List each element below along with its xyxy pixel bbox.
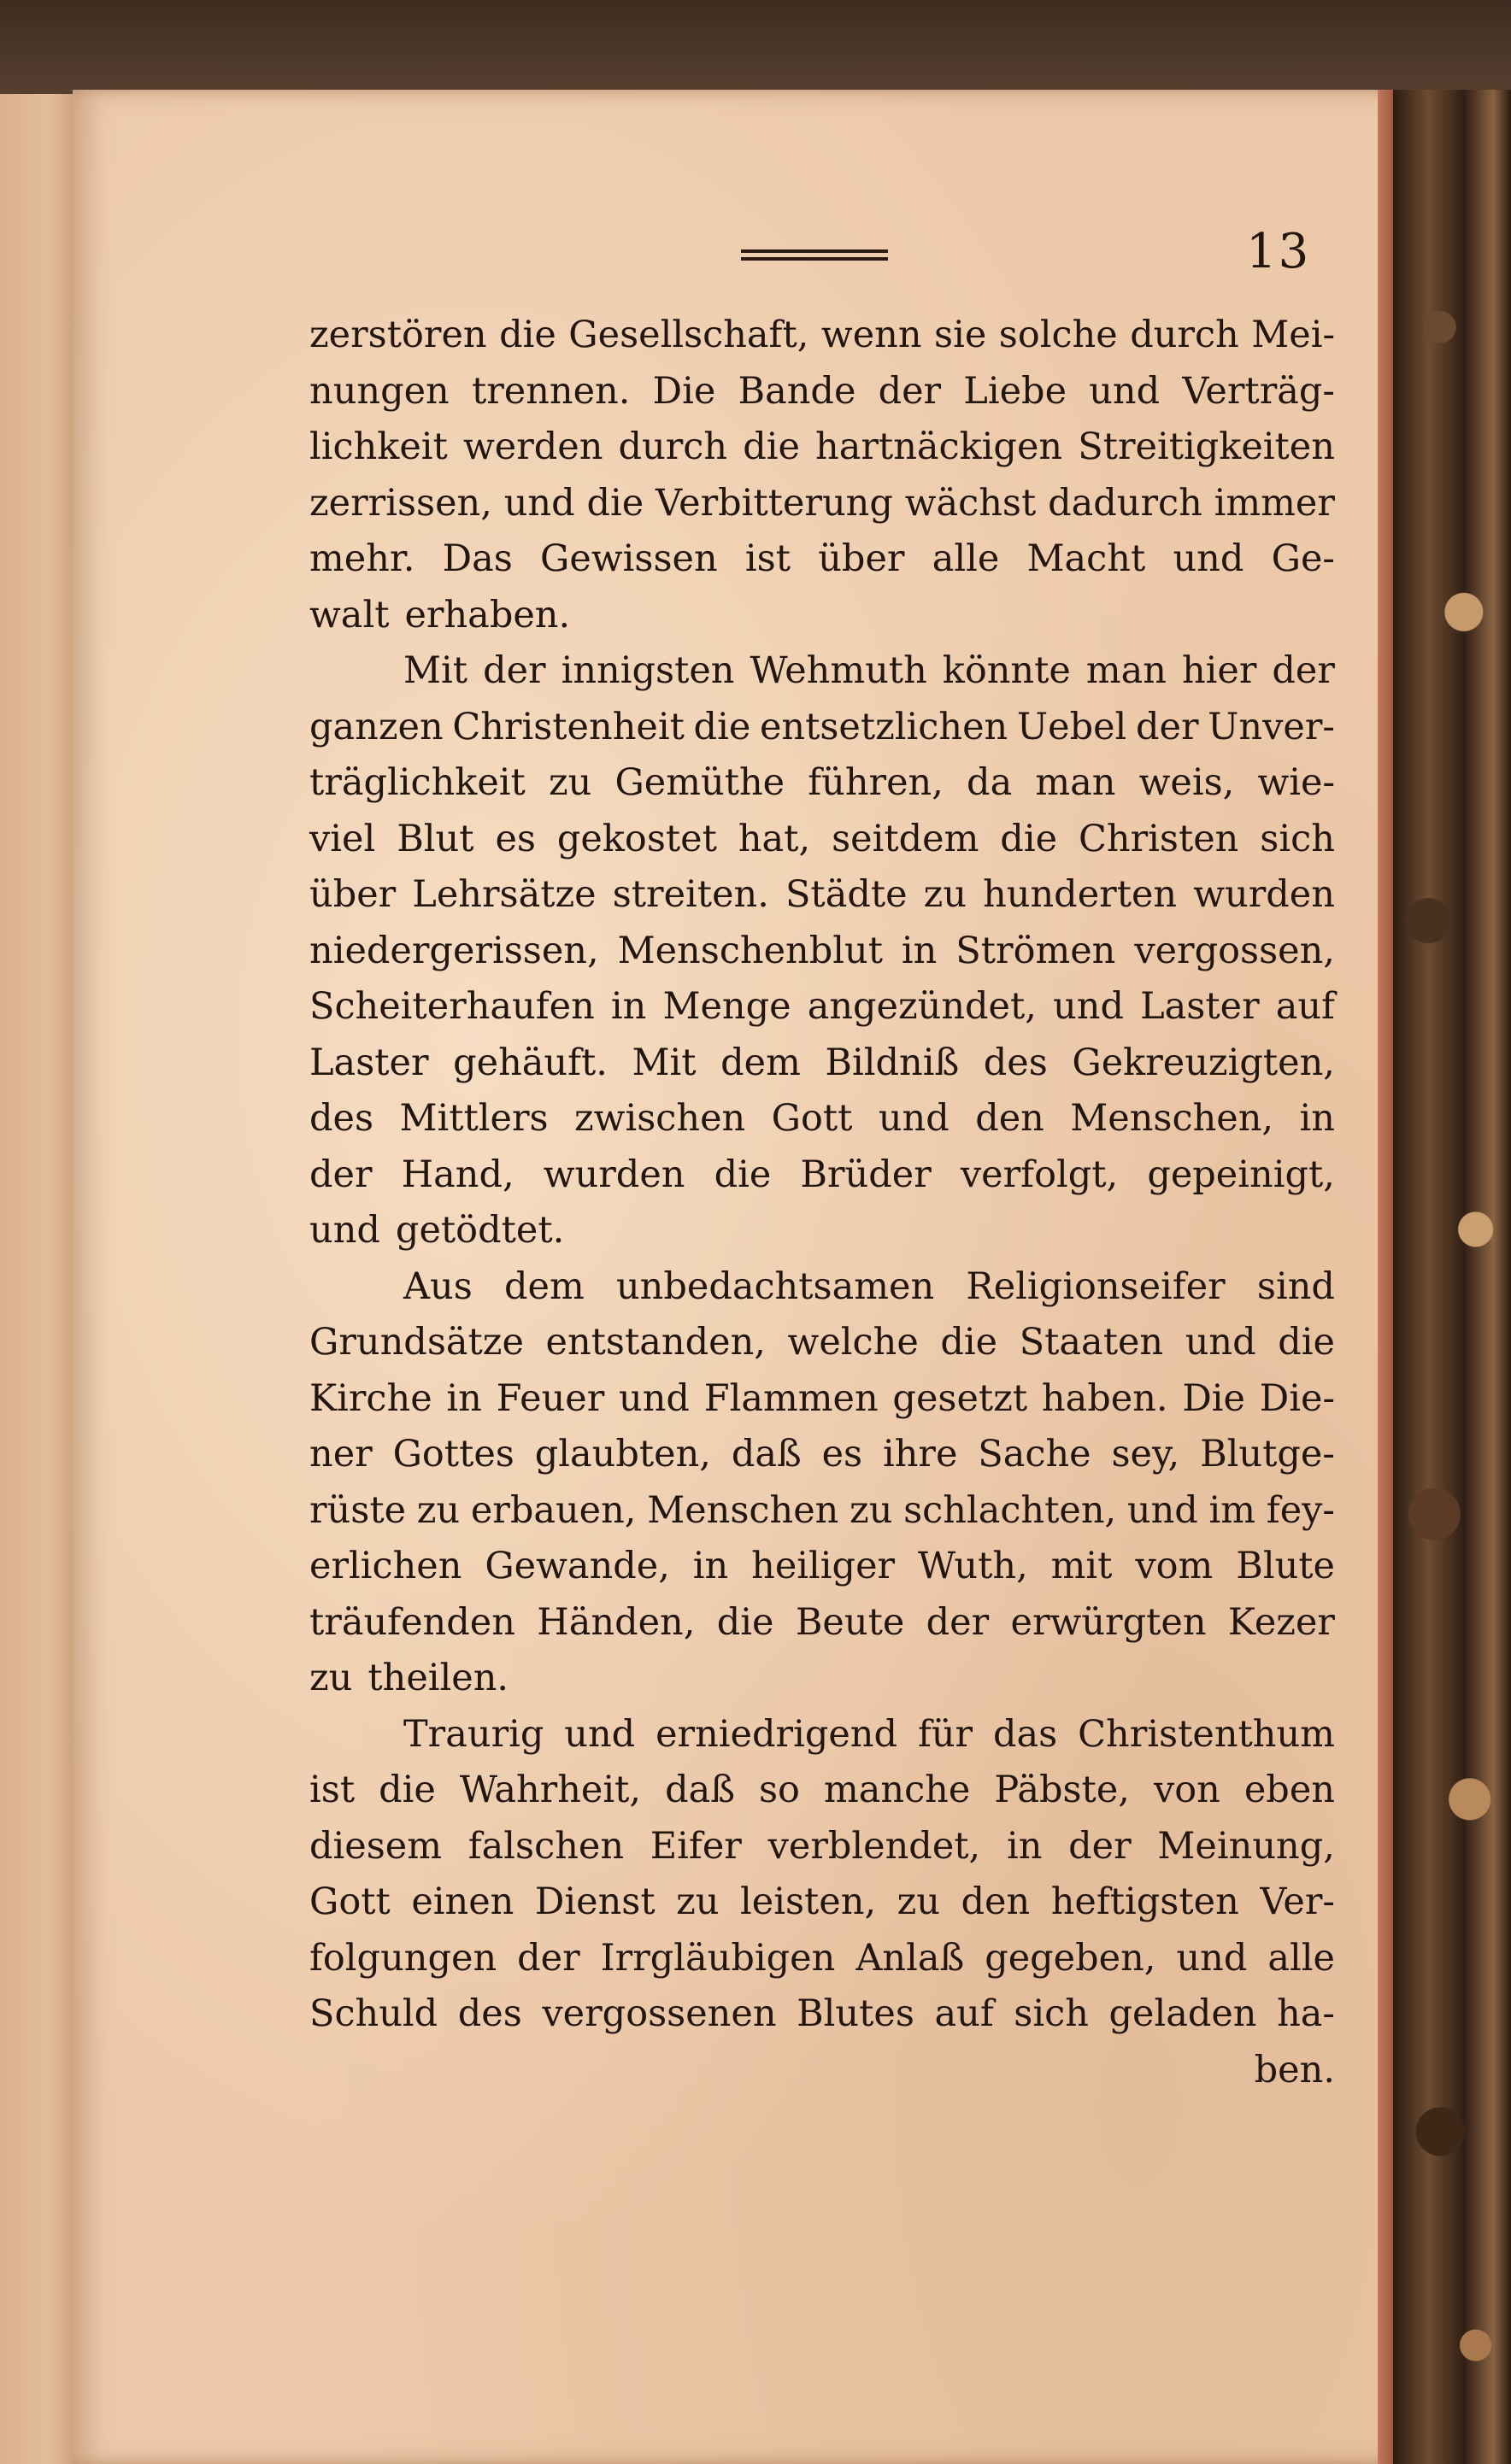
text-line: ben.: [1254, 2048, 1335, 2091]
text-line: viel Blut es gekostet hat, seitdem die Christen sich: [309, 817, 1335, 860]
page-number: 13: [1246, 224, 1311, 279]
text-line: ist die Wahrheit, daß so manche Päbste, von eben: [309, 1769, 1335, 1811]
text-line: träglichkeit zu Gemüthe führen, da man weis, wie-: [309, 761, 1335, 804]
text-line: ganzen Christenheit die entsetzlichen Uebel der Unver-: [309, 705, 1335, 748]
text-line: walt erhaben.: [309, 593, 571, 637]
text-line: nungen trennen. Die Bande der Liebe und Verträg-: [309, 369, 1335, 413]
text-line: rüste zu erbauen, Menschen zu schlachten, und im fey-: [309, 1488, 1335, 1532]
text-line: Gott einen Dienst zu leisten, zu den heftigsten Ver-: [309, 1880, 1335, 1923]
previous-page-edge: [0, 94, 84, 2464]
text-line: träufenden Händen, die Beute der erwürgten Kezer: [309, 1600, 1335, 1644]
text-line: des Mittlers zwischen Gott und den Menschen, in: [309, 1097, 1335, 1140]
text-line: Aus dem unbedachtsamen Religionseifer sind: [403, 1264, 1335, 1308]
text-line: zu theilen.: [309, 1657, 509, 1699]
page-text: [309, 308, 1335, 2098]
text-line: folgungen der Irrgläubigen Anlaß gegeben, und alle: [309, 1936, 1335, 1980]
text-line: ner Gottes glaubten, daß es ihre Sache sey, Blutge-: [309, 1433, 1335, 1475]
text-line: Laster gehäuft. Mit dem Bildniß des Gekreuzigten,: [309, 1041, 1335, 1084]
text-line: Scheiterhaufen in Menge angezündet, und Laster auf: [309, 985, 1335, 1028]
text-line: Mit der innigsten Wehmuth könnte man hier der: [403, 649, 1335, 692]
text-line: Traurig und erniedrigend für das Christenthum: [403, 1712, 1335, 1756]
text-line: Kirche in Feuer und Flammen gesetzt haben. Die Die-: [309, 1376, 1335, 1420]
text-line: lichkeit werden durch die hartnäckigen Streitigkeiten: [309, 425, 1335, 468]
text-line: Grundsätze entstanden, welche die Staaten und die: [309, 1321, 1335, 1364]
text-line: niedergerissen, Menschenblut in Strömen vergossen,: [309, 929, 1335, 972]
page-edge: [1378, 90, 1395, 2464]
text-line: der Hand, wurden die Brüder verfolgt, gepeinigt,: [309, 1153, 1335, 1196]
text-line: zerstören die Gesellschaft, wenn sie solche durch Mei-: [309, 314, 1335, 356]
text-line: zerrissen, und die Verbitterung wächst dadurch immer: [309, 481, 1335, 525]
header-rule: [741, 249, 888, 261]
book-cover-binding: [1393, 90, 1511, 2464]
text-line: diesem falschen Eifer verblendet, in der Meinung,: [309, 1824, 1335, 1868]
text-line: Schuld des vergossenen Blutes auf sich geladen ha-: [309, 1992, 1335, 2035]
text-line: und getödtet.: [309, 1209, 565, 1252]
text-line: mehr. Das Gewissen ist über alle Macht und Ge-: [309, 537, 1335, 580]
text-line: über Lehrsätze streiten. Städte zu hunderten wurden: [309, 873, 1335, 916]
text-line: erlichen Gewande, in heiliger Wuth, mit vom Blute: [309, 1545, 1335, 1587]
